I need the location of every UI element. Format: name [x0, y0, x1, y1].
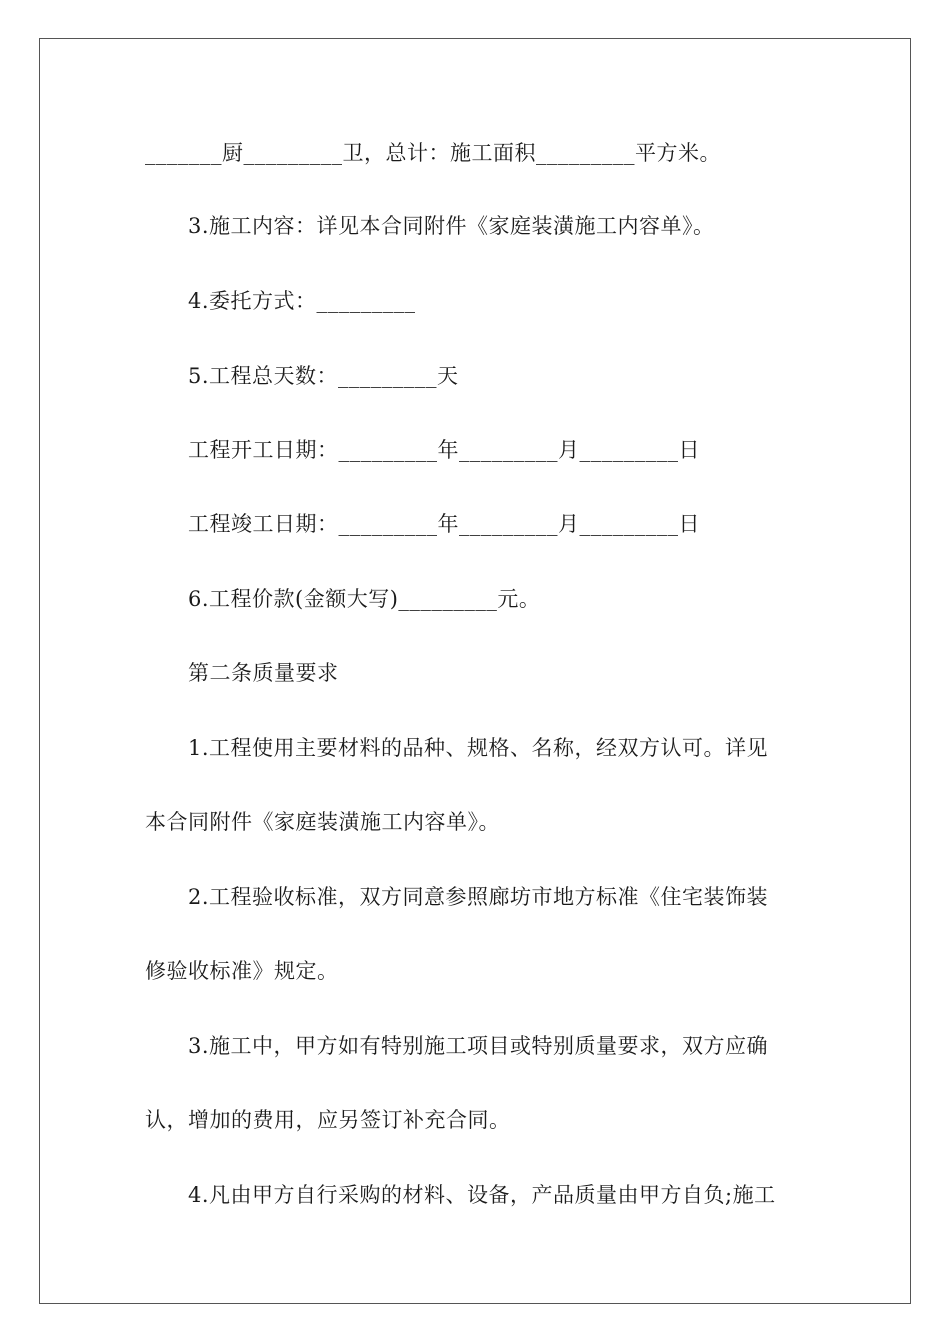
- text-line-construction-content: 3.施工内容：详见本合同附件《家庭装潢施工内容单》。: [188, 214, 715, 238]
- text-line-completion-date: 工程竣工日期：_________年_________月_________日: [188, 512, 700, 536]
- text-line-acceptance-standard: 2.工程验收标准，双方同意参照廊坊市地方标准《住宅装饰装: [188, 885, 769, 909]
- text-line-acceptance-standard-cont: 修验收标准》规定。: [145, 959, 339, 983]
- text-line-materials: 1.工程使用主要材料的品种、规格、名称，经双方认可。详见: [188, 736, 769, 760]
- text-line-commission-method: 4.委托方式：_________: [188, 289, 416, 313]
- text-line-special-requirements-cont: 认，增加的费用，应另签订补充合同。: [145, 1108, 511, 1132]
- text-line-materials-cont: 本合同附件《家庭装潢施工内容单》。: [145, 810, 500, 834]
- text-line-project-price: 6.工程价款(金额大写)_________元。: [188, 587, 541, 611]
- text-line-total-days: 5.工程总天数：_________天: [188, 364, 459, 388]
- text-line-purchased-materials: 4.凡由甲方自行采购的材料、设备，产品质量由甲方自负;施工: [188, 1183, 776, 1207]
- text-line-area-summary: _______厨_________卫，总计：施工面积_________平方米。: [145, 141, 721, 165]
- text-line-start-date: 工程开工日期：_________年_________月_________日: [188, 438, 700, 462]
- section-heading-quality: 第二条质量要求: [188, 661, 339, 685]
- text-line-special-requirements: 3.施工中，甲方如有特别施工项目或特别质量要求，双方应确: [188, 1034, 769, 1058]
